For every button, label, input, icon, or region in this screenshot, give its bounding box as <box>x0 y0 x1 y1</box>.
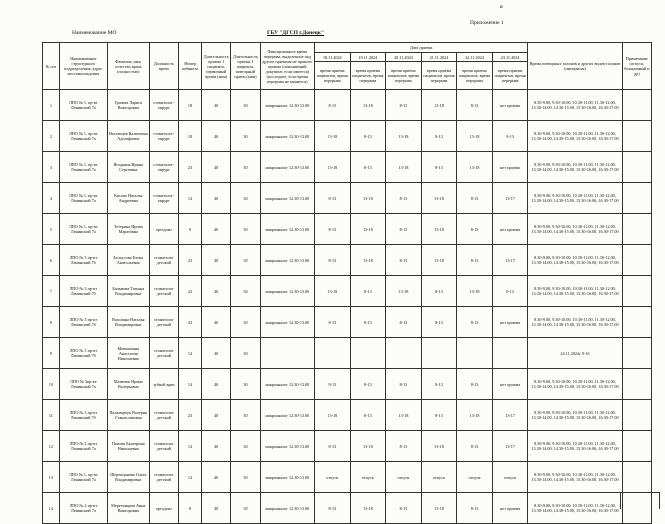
row-day-hours <box>492 338 528 369</box>
row-duration-repeat: 30 <box>231 493 260 524</box>
row-cabinet: 23 <box>179 245 202 276</box>
row-day-hours: 13-18 <box>350 90 386 121</box>
row-day-hours: 13-18 <box>386 152 422 183</box>
row-note <box>622 152 651 183</box>
row-day-hours: 8-13 <box>315 369 351 400</box>
row-day-hours: 8-13 <box>421 276 457 307</box>
row-subdivision: ЛПО № 2 пр-кт Ленинский 7а <box>59 431 107 462</box>
row-day-hours: 8-13 <box>386 307 422 338</box>
row-duration-first: 40 <box>202 90 231 121</box>
row-position: стоматолог детский <box>149 245 178 276</box>
col-duration-first: Длительность приема 1 пациента, первичный прием (мин) <box>202 43 231 90</box>
row-break: макроаналог 12.30-13.00 <box>260 307 314 338</box>
day-subheader: время приема пациентов, время перерыва <box>386 62 422 90</box>
row-day-hours: 8-13 <box>457 245 493 276</box>
row-cabinet: 14 <box>179 369 202 400</box>
row-day-hours: 8-13 <box>350 152 386 183</box>
row-cabinet: 14 <box>179 431 202 462</box>
col-note: Примечание (отпуск, больничный и др) <box>622 43 651 90</box>
row-day-hours <box>457 338 493 369</box>
row-day-hours: 13-18 <box>421 431 457 462</box>
row-cabinet: 23 <box>179 276 202 307</box>
row-day-hours: отпуск <box>492 462 528 493</box>
row-duration-repeat: 30 <box>231 307 260 338</box>
row-cabinet: 18 <box>179 121 202 152</box>
row-break: макроаналог 12.30-13.00 <box>260 400 314 431</box>
row-free-times: 8.30-9.00, 9.30-10.00, 10.30-11.00, 11.30-12.00, 13.30-14.00, 14.30-15.00, 15.30-16.00, 16.30-17.00 <box>528 369 622 400</box>
row-duration-repeat: 30 <box>231 400 260 431</box>
table-row <box>43 245 652 276</box>
row-duration-first: 40 <box>202 276 231 307</box>
row-break: макроаналог 12.30-13.00 <box>260 245 314 276</box>
row-doctor-name: Балыкова Татьяна Владимировна <box>107 276 149 307</box>
row-duration-repeat: 30 <box>231 121 260 152</box>
row-note <box>622 462 651 493</box>
row-position: ортодонт <box>149 493 178 524</box>
row-number: 2 <box>43 121 60 152</box>
row-cabinet: 18 <box>179 90 202 121</box>
row-cabinet: 23 <box>179 152 202 183</box>
row-day-hours: 13-17 <box>492 431 528 462</box>
row-doctor-name: Грачева Лариса Викторовна <box>107 90 149 121</box>
row-day-hours: 8-13 <box>421 152 457 183</box>
date-header: 21.11.2024 <box>421 53 457 62</box>
row-duration-first: 40 <box>202 183 231 214</box>
row-day-hours: 8-13 <box>315 307 351 338</box>
row-break: макроаналог 12.30-13.00 <box>260 493 314 524</box>
row-day-hours: отпуск <box>315 462 351 493</box>
row-day-hours: 13-18 <box>421 245 457 276</box>
row-subdivision: ЛПО № 1, пр-кт Ленинский 7а <box>59 152 107 183</box>
row-doctor-name: Матвеюк Ирина Валерьевна <box>107 369 149 400</box>
row-day-hours: 13-18 <box>350 245 386 276</box>
row-break: макроаналог 12.30-13.00 <box>260 276 314 307</box>
row-day-hours: 8-13 <box>386 431 422 462</box>
row-duration-repeat: 30 <box>231 152 260 183</box>
row-day-hours: отпуск <box>421 462 457 493</box>
row-day-hours: 8-13 <box>350 121 386 152</box>
row-number: 12 <box>43 431 60 462</box>
row-day-hours: 8-13 <box>457 307 493 338</box>
row-day-hours: 13-18 <box>315 152 351 183</box>
row-day-hours: 8-13 <box>386 90 422 121</box>
row-day-hours: нет приема <box>492 214 528 245</box>
row-duration-repeat: 30 <box>231 276 260 307</box>
row-break: макроаналог 12.30-13.00 <box>260 369 314 400</box>
row-day-hours: 8-13 <box>421 307 457 338</box>
row-note <box>622 121 651 152</box>
row-day-hours: 13-18 <box>421 183 457 214</box>
row-day-hours: 8-13 <box>315 90 351 121</box>
row-position: стоматолог детский <box>149 462 178 493</box>
row-number: 9 <box>43 338 60 369</box>
row-subdivision: ЛПО № 3 пр-кт Ленинский 7б <box>59 338 107 369</box>
row-day-hours: 13-17 <box>492 245 528 276</box>
row-doctor-name: Белоусова Елена Анатольевна <box>107 245 149 276</box>
col-break: Фиксированное время перерыва, выделенное под другие причины не прямого приема (поясняющий документ, если имеется) (последнее, если время перерыва не меняется) <box>260 43 314 90</box>
row-note <box>622 400 651 431</box>
row-day-hours: нет приема <box>492 369 528 400</box>
row-note <box>622 90 651 121</box>
row-position: стоматолог детский <box>149 307 178 338</box>
row-day-hours: отпуск <box>350 462 386 493</box>
row-free-times: 8.30-9.00, 9.30-10.00, 10.30-11.00, 11.30-12.00, 13.30-14.00, 14.30-15.00, 15.30-16.00, 16.30-17.00 <box>528 276 622 307</box>
row-day-hours: 13-18 <box>350 183 386 214</box>
row-duration-repeat: 30 <box>231 431 260 462</box>
row-free-times: 8.30-9.00, 9.30-10.00, 10.30-11.00, 11.30-12.00, 13.30-14.00, 14.30-15.00, 15.30-16.00, 16.30-17.00 <box>528 431 622 462</box>
row-day-hours <box>315 338 351 369</box>
row-duration-first: 40 <box>202 214 231 245</box>
row-subdivision: ЛПО № 3 пр-кт Ленинский 7б <box>59 400 107 431</box>
row-break: макроаналог 12.30-13.00 <box>260 431 314 462</box>
row-doctor-name: Мокшанина Анастасия Николаевна <box>107 338 149 369</box>
day-subheader: время приема пациентов, время перерыва <box>492 62 528 90</box>
row-subdivision: ЛПО № 1, пр-кт Ленинский 7а <box>59 462 107 493</box>
row-subdivision: ЛПО № 2 пр-кт Ленинский 7а <box>59 493 107 524</box>
row-note <box>622 183 651 214</box>
row-day-hours: отпуск <box>457 462 493 493</box>
row-day-hours: 13-18 <box>315 121 351 152</box>
row-day-hours: 13-18 <box>350 493 386 524</box>
row-subdivision: ЛПО № 3пр-кт Ленинский 7а <box>59 369 107 400</box>
row-free-times: 8.30-9.00, 9.30-10.00, 10.30-11.00, 11.30-12.00, 13.30-14.00, 14.30-15.00, 15.30-16.00, 16.30-17.00 <box>528 245 622 276</box>
row-day-hours: 8-13 <box>315 214 351 245</box>
row-day-hours: нет приема <box>492 90 528 121</box>
row-day-hours: 13-18 <box>457 400 493 431</box>
row-number: 8 <box>43 307 60 338</box>
table-row <box>43 493 652 524</box>
date-header: 23.11.2024 <box>492 53 528 62</box>
row-number: 11 <box>43 400 60 431</box>
row-duration-repeat: 30 <box>231 183 260 214</box>
row-note <box>622 338 651 369</box>
row-day-hours: 8-13 <box>350 369 386 400</box>
row-day-hours: 13-18 <box>315 400 351 431</box>
row-day-hours: нет приема <box>492 493 528 524</box>
row-free-times: 8.30-9.00, 9.30-10.00, 10.30-11.00, 11.30-12.00, 13.30-14.00, 14.30-15.00, 15.30-16.00, 16.30-17.00 <box>528 183 622 214</box>
row-note <box>622 276 651 307</box>
date-header: 19.11.2024 <box>350 53 386 62</box>
col-num: № п/п <box>43 43 60 90</box>
row-cabinet: 23 <box>179 400 202 431</box>
row-day-hours: 8-13 <box>457 493 493 524</box>
row-day-hours: 13-18 <box>457 121 493 152</box>
col-fio: Фамилия, имя, отчество врача (полностью) <box>107 43 149 90</box>
row-day-hours: нет приема <box>492 307 528 338</box>
row-break: макроаналог 12.30-13.00 <box>260 121 314 152</box>
schedule-rows <box>43 90 652 524</box>
organization-name: ГБУ "ДГСП г.Донецк" <box>267 30 325 36</box>
col-free-times: Время повторных талонов и других видов талонов (интервалы) <box>528 43 622 90</box>
row-doctor-name: Настенцев Валентина Адольфовна <box>107 121 149 152</box>
table-row <box>43 183 652 214</box>
row-duration-first: 40 <box>202 493 231 524</box>
row-free-times: 8.30-9.00, 9.30-10.00, 10.30-11.00, 11.30-12.00, 13.30-14.00, 14.30-15.00, 15.30-16.00, 16.30-17.00 <box>528 121 622 152</box>
row-doctor-name: Вазолина Наталья Владимировна <box>107 307 149 338</box>
row-duration-repeat: 30 <box>231 245 260 276</box>
table-row <box>43 462 652 493</box>
row-day-hours: 13-18 <box>315 276 351 307</box>
row-cabinet: 23 <box>179 307 202 338</box>
row-note <box>622 369 651 400</box>
table-row <box>43 121 652 152</box>
row-note <box>622 214 651 245</box>
row-subdivision: ЛПО № 1, пр-кт Ленинский 7а <box>59 183 107 214</box>
row-break: макроаналог 12.30-13.00 <box>260 462 314 493</box>
row-number: 14 <box>43 493 60 524</box>
row-number: 1 <box>43 90 60 121</box>
row-day-hours: 13-18 <box>386 276 422 307</box>
row-position: ортодонт <box>149 214 178 245</box>
day-subheader: время приема пациентов, время перерыва <box>457 62 493 90</box>
row-day-hours: 9-13 <box>492 121 528 152</box>
row-day-hours: 8-13 <box>386 245 422 276</box>
row-day-hours: 8-13 <box>457 183 493 214</box>
row-cabinet: 14 <box>179 183 202 214</box>
row-day-hours: 8-13 <box>457 214 493 245</box>
table-row <box>43 369 652 400</box>
row-day-hours: 13-18 <box>421 214 457 245</box>
row-duration-first: 40 <box>202 400 231 431</box>
row-day-hours: 8-13 <box>386 183 422 214</box>
row-free-times: 24.11.2024г 9-16 <box>528 338 622 369</box>
row-duration-repeat: 30 <box>231 338 260 369</box>
row-day-hours: 8-13 <box>386 214 422 245</box>
row-number: 5 <box>43 214 60 245</box>
row-day-hours: 8-13 <box>350 307 386 338</box>
row-doctor-name: Шеренцанова Ольга Владимировна <box>107 462 149 493</box>
row-position: стоматолог детский <box>149 276 178 307</box>
row-cabinet: 8 <box>179 493 202 524</box>
row-note <box>622 245 651 276</box>
row-duration-repeat: 30 <box>231 214 260 245</box>
row-break: макроаналог 12.30-13.00 <box>260 183 314 214</box>
row-day-hours: 8-13 <box>315 493 351 524</box>
row-position: стоматолог-хирург <box>149 121 178 152</box>
row-day-hours: 13-18 <box>386 400 422 431</box>
row-duration-repeat: 30 <box>231 462 260 493</box>
row-break: макроаналог 12.30-13.00 <box>260 214 314 245</box>
row-day-hours: 13-18 <box>350 214 386 245</box>
table-row <box>43 214 652 245</box>
table-row <box>43 400 652 431</box>
row-day-hours: 9-13 <box>492 276 528 307</box>
row-day-hours: 8-13 <box>315 245 351 276</box>
row-day-hours: нет приема <box>492 152 528 183</box>
row-duration-first: 40 <box>202 307 231 338</box>
row-position: стоматолог детский <box>149 400 178 431</box>
row-day-hours: 8-13 <box>421 121 457 152</box>
col-duration-repeat: Длительность приема 1 пациента, повторный прием (мин) <box>231 43 260 90</box>
col-days-group: Дата приема <box>315 43 528 53</box>
row-day-hours: 13-17 <box>492 183 528 214</box>
row-subdivision: ЛПО № 1, пр-кт Ленинский 7а <box>59 90 107 121</box>
corner-box <box>620 492 660 509</box>
row-day-hours <box>386 338 422 369</box>
row-duration-first: 40 <box>202 431 231 462</box>
row-cabinet: 14 <box>179 462 202 493</box>
row-subdivision: ЛПО № 1, пр-кт Ленинский 7а <box>59 121 107 152</box>
row-number: 10 <box>43 369 60 400</box>
row-day-hours: 8-13 <box>315 431 351 462</box>
row-free-times: 8.30-9.00, 9.30-10.00, 10.30-11.00, 11.30-12.00, 13.30-14.00, 14.30-15.00, 15.30-16.00, 16.30-17.00 <box>528 152 622 183</box>
row-day-hours: 8-13 <box>386 493 422 524</box>
row-note <box>622 307 651 338</box>
row-break: макроаналог 12.30-13.00 <box>260 90 314 121</box>
row-note <box>622 431 651 462</box>
table-row <box>43 276 652 307</box>
col-cabinet: Номер кабинета <box>179 43 202 90</box>
row-break: макроаналог 12.30-13.00 <box>260 152 314 183</box>
row-day-hours: 8-13 <box>421 369 457 400</box>
row-free-times: 8.30-9.00, 9.30-10.00, 10.30-11.00, 11.30-12.00, 13.30-14.00, 14.30-15.00, 15.30-16.00, 16.30-17.00 <box>528 462 622 493</box>
row-duration-repeat: 30 <box>231 369 260 400</box>
row-cabinet: 9 <box>179 214 202 245</box>
row-day-hours: 13-17 <box>492 400 528 431</box>
row-day-hours: 8-13 <box>350 400 386 431</box>
row-subdivision: ЛПО № 3 пр-кт Ленинский 7б <box>59 276 107 307</box>
row-doctor-name: Кисова Наталья Андреевна <box>107 183 149 214</box>
row-day-hours: 8-13 <box>421 400 457 431</box>
day-subheader: время приема пациентов, время перерыва <box>315 62 351 90</box>
table-row <box>43 90 652 121</box>
row-number: 13 <box>43 462 60 493</box>
row-doctor-name: Ягодкина Ирина Сергеевна <box>107 152 149 183</box>
row-free-times: 8.30-9.00, 9.30-10.00, 10.30-11.00, 11.30-12.00, 13.30-14.00, 14.30-15.00, 15.30-16.00, 16.30-17.00 <box>528 493 622 524</box>
date-header: 20.11.2024 <box>386 53 422 62</box>
row-day-hours: 13-18 <box>386 121 422 152</box>
row-day-hours: 8-13 <box>457 90 493 121</box>
schedule-table <box>42 42 652 524</box>
row-number: 6 <box>43 245 60 276</box>
row-duration-first: 40 <box>202 245 231 276</box>
row-day-hours: 8-13 <box>457 431 493 462</box>
row-day-hours: 8-13 <box>315 183 351 214</box>
row-position: стоматолог детский <box>149 431 178 462</box>
table-row <box>43 152 652 183</box>
row-doctor-name: Тетерина Ирина Маратовна <box>107 214 149 245</box>
row-day-hours: отпуск <box>386 462 422 493</box>
table-row <box>43 307 652 338</box>
row-duration-repeat: 30 <box>231 90 260 121</box>
row-duration-first: 40 <box>202 121 231 152</box>
row-day-hours: 8-13 <box>457 369 493 400</box>
row-break <box>260 338 314 369</box>
table-row <box>43 338 652 369</box>
row-day-hours <box>350 338 386 369</box>
table-row <box>43 431 652 462</box>
row-doctor-name: Попова Екатерина Николаевна <box>107 431 149 462</box>
mo-name-label: Наименование МО <box>72 30 117 36</box>
row-duration-first: 40 <box>202 462 231 493</box>
col-subdivision: Наименование структурного подразделения, адрес местонахождения <box>59 43 107 90</box>
row-position: стоматолог-хирург <box>149 152 178 183</box>
row-day-hours <box>421 338 457 369</box>
row-position: стоматолог-хирург <box>149 183 178 214</box>
row-number: 3 <box>43 152 60 183</box>
row-position: стоматолог-хирург <box>149 90 178 121</box>
row-day-hours: 13-18 <box>350 431 386 462</box>
col-position: Должность врача <box>149 43 178 90</box>
day-subheader: время приема пациентов, время перерыва <box>350 62 386 90</box>
row-day-hours: 13-18 <box>421 493 457 524</box>
row-position: зубной врач <box>149 369 178 400</box>
date-header: 18.11.2024 <box>315 53 351 62</box>
annex-label: Приложение 1 <box>470 20 504 26</box>
row-subdivision: ЛПО № 3 пр-кт Ленинский 7б <box>59 245 107 276</box>
row-doctor-name: Паламарчук Валерия Станиславовна <box>107 400 149 431</box>
day-subheader: время приема пациентов, время перерыва <box>421 62 457 90</box>
row-duration-first: 40 <box>202 338 231 369</box>
row-day-hours: 13-18 <box>421 90 457 121</box>
row-number: 7 <box>43 276 60 307</box>
row-duration-first: 40 <box>202 369 231 400</box>
row-subdivision: ЛПО № 1, пр-кт Ленинский 7а <box>59 214 107 245</box>
row-free-times: 8.30-9.00, 9.30-10.00, 10.30-11.00, 11.30-12.00, 13.30-14.00, 14.30-15.00, 15.30-16.00, 16.30-17.00 <box>528 400 622 431</box>
row-day-hours: 13-18 <box>457 152 493 183</box>
row-day-hours: 8-13 <box>386 369 422 400</box>
row-day-hours: 8-13 <box>350 276 386 307</box>
row-doctor-name: Меретинцкая Анна Викторовна <box>107 493 149 524</box>
row-cabinet: 14 <box>179 338 202 369</box>
row-day-hours: 13-18 <box>457 276 493 307</box>
row-free-times: 8.30-9.00, 9.30-10.00, 10.30-11.00, 11.30-12.00, 13.30-14.00, 14.30-15.00, 15.30-16.00, 16.30-17.00 <box>528 90 622 121</box>
row-subdivision: ЛПО № 3 пр-кт Ленинский 7б <box>59 307 107 338</box>
date-header: 22.11.2024 <box>457 53 493 62</box>
row-position: стоматолог детский <box>149 338 178 369</box>
row-duration-first: 40 <box>202 152 231 183</box>
top-mark: а <box>500 4 503 10</box>
row-number: 4 <box>43 183 60 214</box>
row-free-times: 8.30-9.00, 9.30-10.00, 10.30-11.00, 11.30-12.00, 13.30-14.00, 14.30-15.00, 15.30-16.00, 16.30-17.00 <box>528 214 622 245</box>
row-free-times: 8.30-9.00, 9.30-10.00, 10.30-11.00, 11.30-12.00, 13.30-14.00, 14.30-15.00, 15.30-16.00, 16.30-17.00 <box>528 307 622 338</box>
